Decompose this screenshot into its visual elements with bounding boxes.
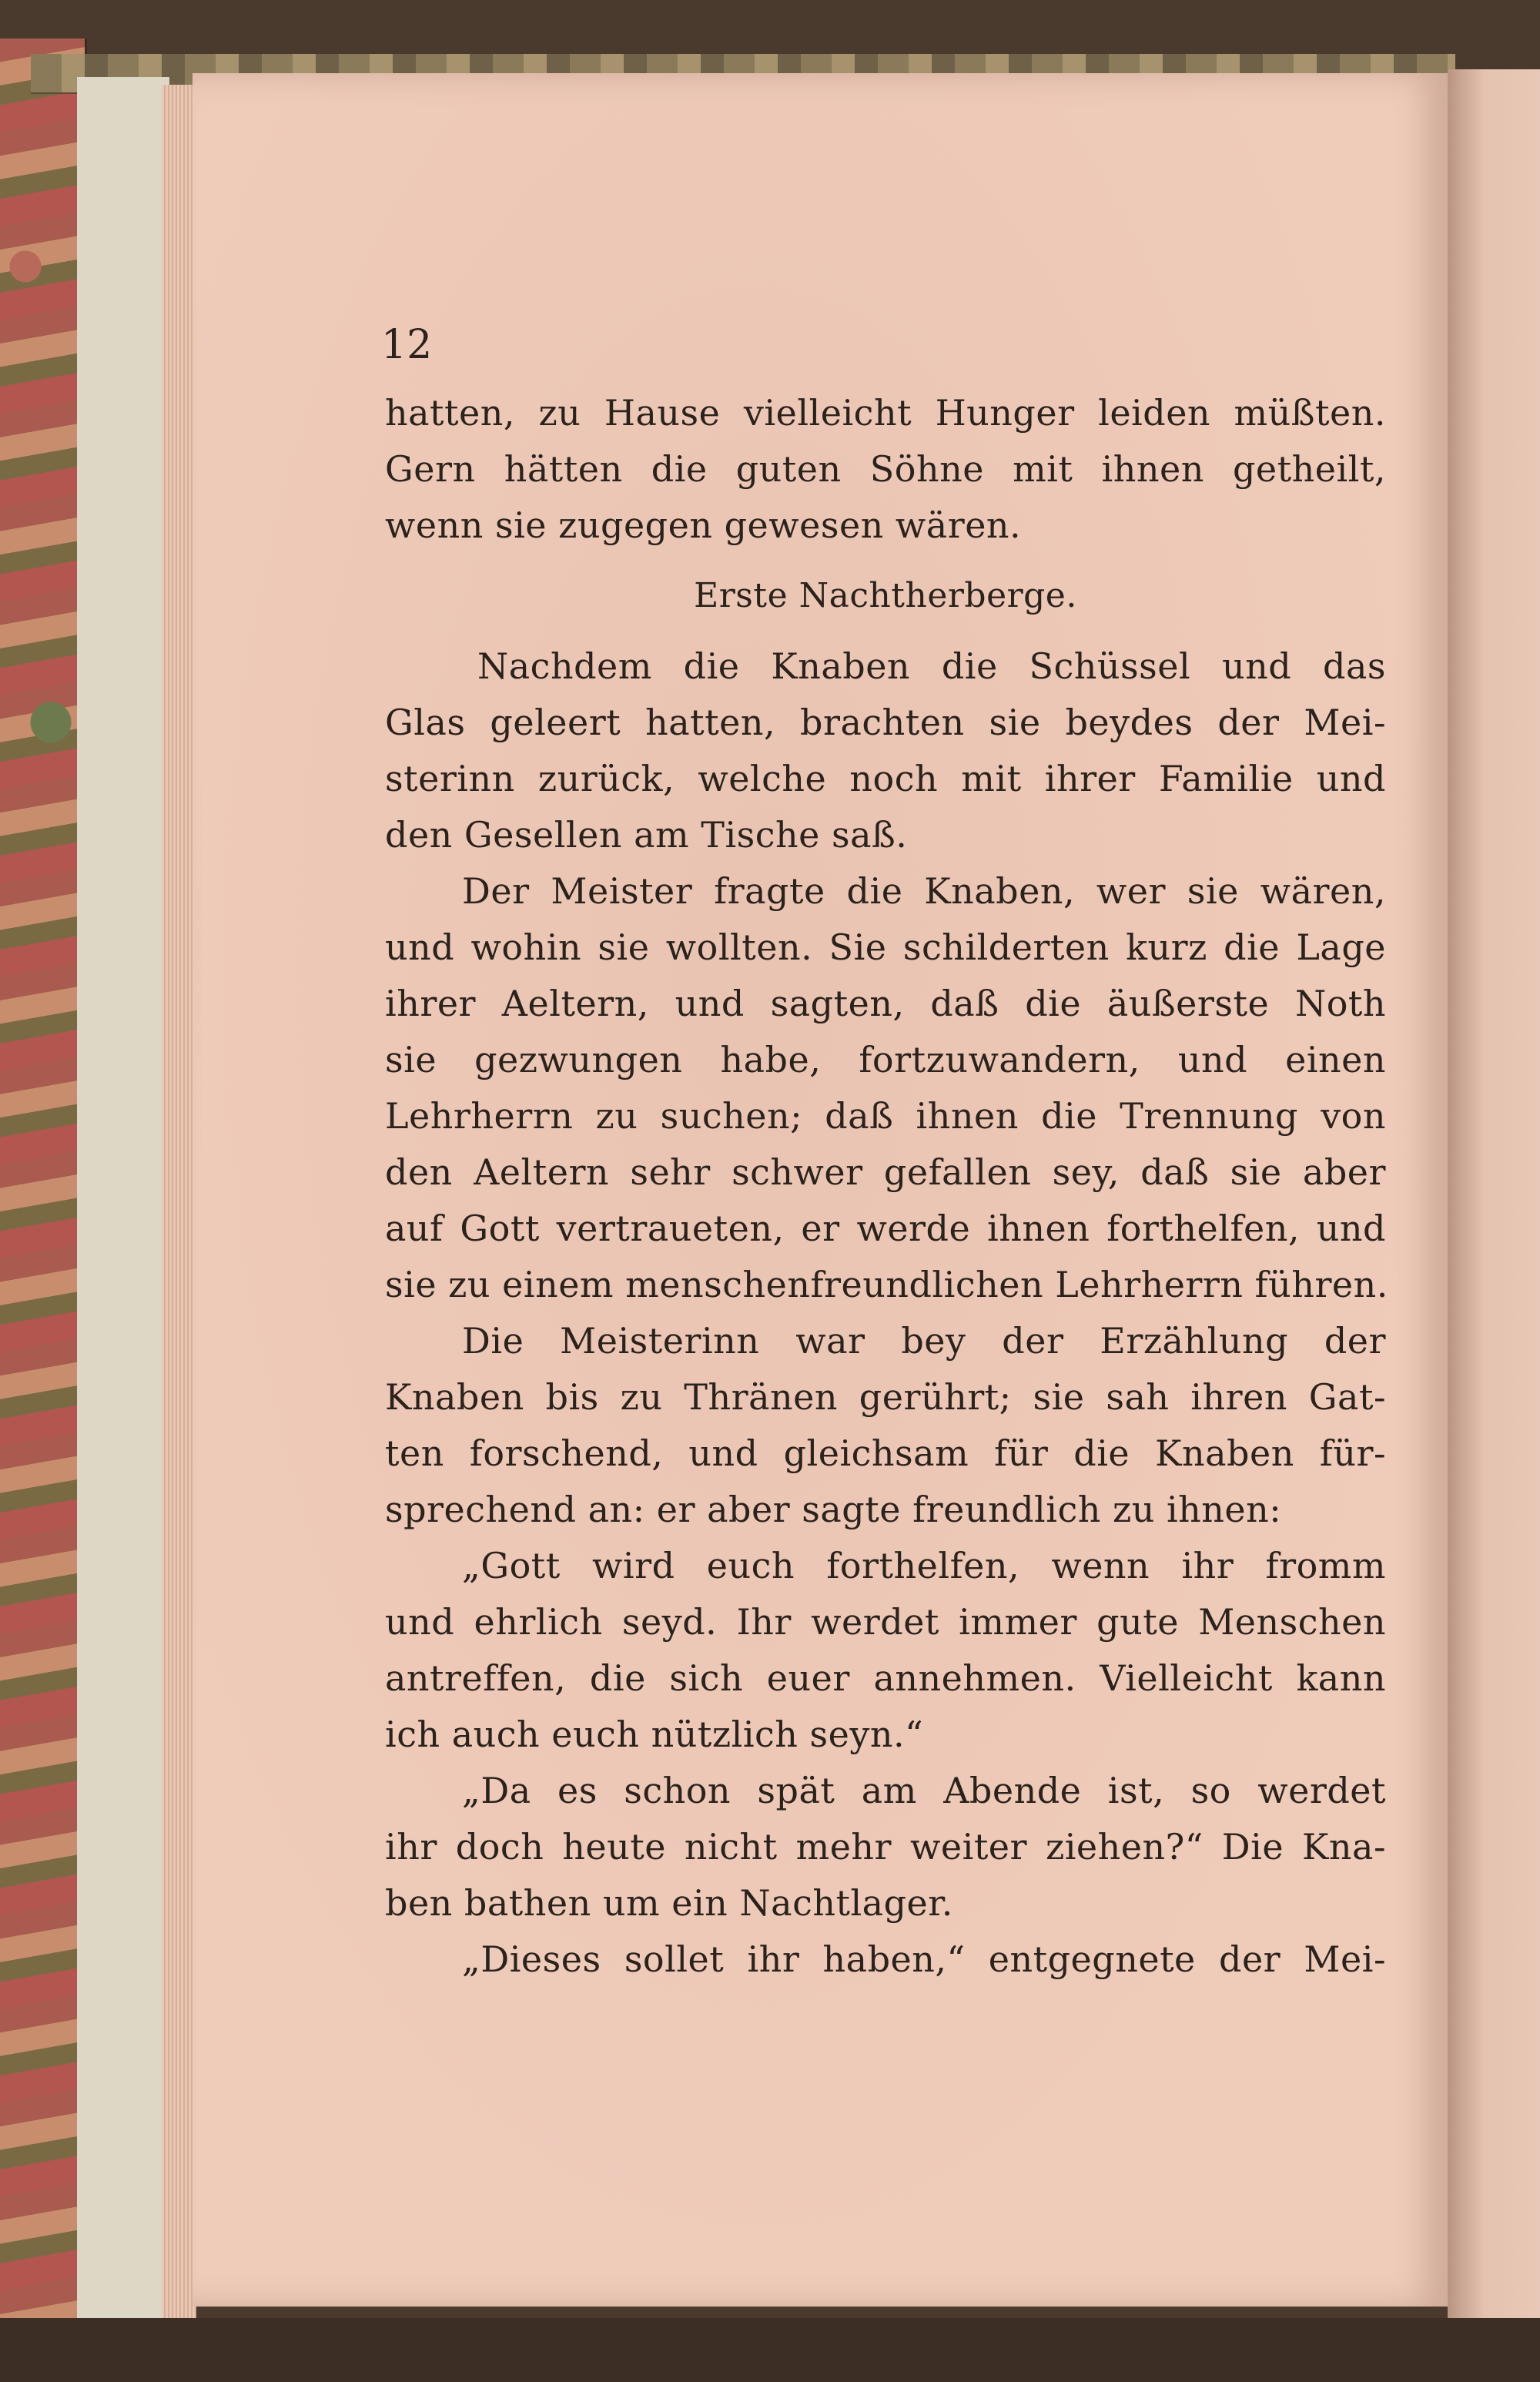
background-shadow — [0, 2318, 1540, 2382]
page-number: 12 — [381, 322, 433, 368]
text-line: ihrer Aeltern, und sagten, daß die äußerste Noth — [385, 983, 1386, 1024]
text-line: auf Gott vertraueten, er werde ihnen forthelfen, und — [385, 1208, 1386, 1249]
text-line: ihr doch heute nicht mehr weiter ziehen?“ Die Kna- — [385, 1826, 1386, 1868]
text-line: den Gesellen am Tische saß. — [385, 814, 908, 856]
text-line: ben bathen um ein Nachtlager. — [385, 1882, 953, 1924]
text-line: ten forschend, und gleichsam für die Knaben für- — [385, 1432, 1386, 1474]
text-line: Knaben bis zu Thränen gerührt; sie sah ihren Gat- — [385, 1376, 1386, 1418]
text-line: Gern hätten die guten Söhne mit ihnen getheilt, — [385, 448, 1386, 490]
text-line: Die Meisterinn war bey der Erzählung der — [462, 1320, 1386, 1362]
text-line: wenn sie zugegen gewesen wären. — [385, 504, 1022, 546]
text-line: sie gezwungen habe, fortzuwandern, und einen — [385, 1039, 1386, 1080]
text-line: sie zu einem menschenfreundlichen Lehrherrn führen. — [385, 1264, 1388, 1305]
page-text — [385, 385, 1386, 1988]
facing-page-edge — [1448, 69, 1540, 2318]
text-line: Der Meister fragte die Knaben, wer sie wären, — [462, 870, 1386, 912]
page-edges — [162, 85, 196, 2318]
text-line: und wohin sie wollten. Sie schilderten kurz die Lage — [385, 926, 1386, 968]
text-line: Nachdem die Knaben die Schüssel und das — [477, 645, 1386, 687]
text-line: sprechend an: er aber sagte freundlich zu ihnen: — [385, 1489, 1282, 1530]
marbled-cover — [0, 39, 87, 2318]
text-line: „Da es schon spät am Abende ist, so werdet — [462, 1770, 1386, 1811]
section-heading: Erste Nachtherberge. — [694, 576, 1077, 615]
endpaper — [77, 77, 169, 2326]
text-line: antreffen, die sich euer annehmen. Vielleicht kann — [385, 1657, 1386, 1699]
text-line: und ehrlich seyd. Ihr werdet immer gute Menschen — [385, 1601, 1386, 1643]
text-line: „Dieses sollet ihr haben,“ entgegnete der Mei- — [462, 1938, 1386, 1980]
text-line: Lehrherrn zu suchen; daß ihnen die Trennung von — [385, 1095, 1386, 1137]
text-line: ich auch euch nützlich seyn.“ — [385, 1714, 924, 1755]
text-line: hatten, zu Hause vielleicht Hunger leiden müßten. — [385, 392, 1386, 434]
text-line: „Gott wird euch forthelfen, wenn ihr fromm — [462, 1545, 1386, 1586]
text-line: Glas geleert hatten, brachten sie beydes der Mei- — [385, 702, 1386, 743]
text-line: sterinn zurück, welche noch mit ihrer Familie und — [385, 758, 1386, 799]
text-line: den Aeltern sehr schwer gefallen sey, daß sie aber — [385, 1151, 1386, 1193]
